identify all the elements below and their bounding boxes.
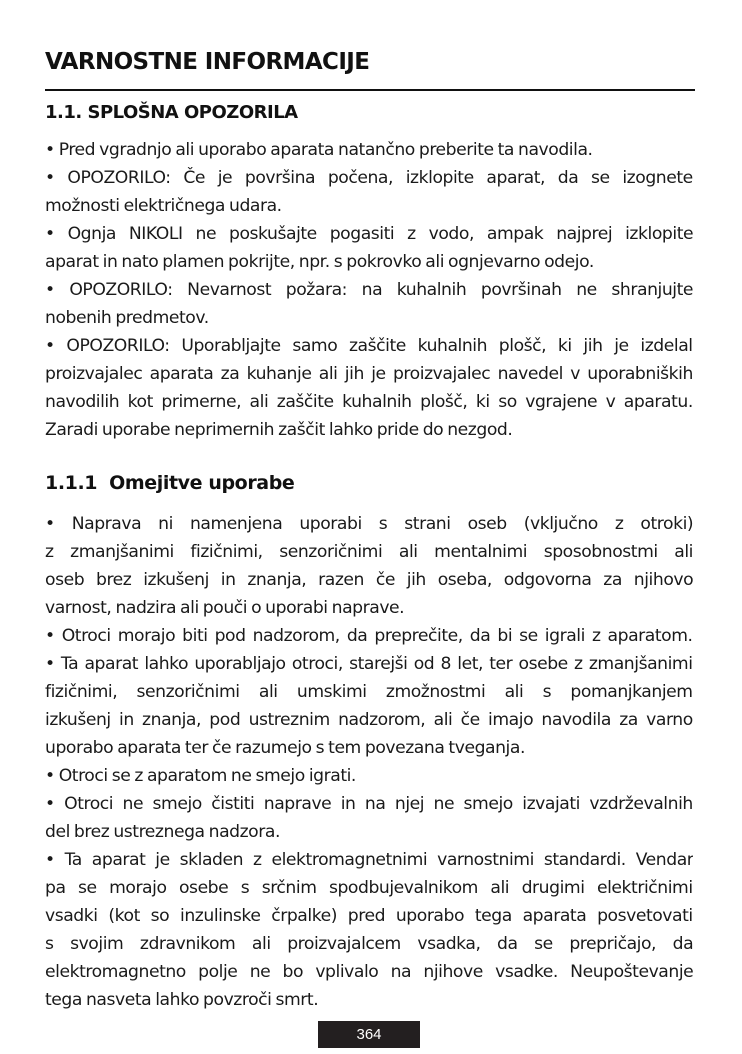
text-line: • Naprava ni namenjena uporabi s strani oseb (vključno z otroki) (45, 514, 693, 534)
text-line: • OPOZORILO: Nevarnost požara: na kuhalnih površinah ne shranjujte (45, 280, 693, 300)
section-heading: 1.1. SPLOŠNA OPOZORILA (45, 102, 298, 123)
text-line: oseb brez izkušenj in znanja, razen če jih oseba, odgovorna za njihovo (45, 570, 693, 590)
text-line: možnosti električnega udara. (45, 196, 282, 216)
text-line: nobenih predmetov. (45, 308, 209, 328)
text-line: navodilih kot primerne, ali zaščite kuhalnih plošč, ki so vgrajene v aparatu. (45, 392, 693, 412)
text-line: • Ta aparat lahko uporabljajo otroci, starejši od 8 let, ter osebe z zmanjšanimi (45, 654, 693, 674)
text-line: • Pred vgradnjo ali uporabo aparata natančno preberite ta navodila. (45, 140, 593, 160)
text-line: fizičnimi, senzoričnimi ali umskimi zmožnostmi ali s pomanjkanjem (45, 682, 693, 702)
text-line: • Ta aparat je skladen z elektromagnetnimi varnostnimi standardi. Vendar (45, 850, 693, 870)
text-line: z zmanjšanimi fizičnimi, senzoričnimi ali mentalnimi sposobnostmi ali (45, 542, 693, 562)
text-line: • Otroci se z aparatom ne smejo igrati. (45, 766, 356, 786)
text-line: izkušenj in znanja, pod ustreznim nadzorom, ali če imajo navodila za varno (45, 710, 693, 730)
text-line: pa se morajo osebe s srčnim spodbujevalnikom ali drugimi električnimi (45, 878, 693, 898)
subsection-title: Omejitve uporabe (109, 472, 295, 494)
text-line: tega nasveta lahko povzroči smrt. (45, 990, 319, 1010)
text-line: • OPOZORILO: Če je površina počena, izklopite aparat, da se izognete (45, 168, 693, 188)
page-title: VARNOSTNE INFORMACIJE (45, 49, 370, 75)
text-line: Zaradi uporabe neprimernih zaščit lahko pride do nezgod. (45, 420, 513, 440)
text-line: uporabo aparata ter če razumejo s tem povezana tveganja. (45, 738, 525, 758)
subsection-heading (45, 472, 294, 494)
text-line: • OPOZORILO: Uporabljajte samo zaščite kuhalnih plošč, ki jih je izdelal (45, 336, 693, 356)
text-line: • Ognja NIKOLI ne poskušajte pogasiti z vodo, ampak najprej izklopite (45, 224, 693, 244)
text-line: proizvajalec aparata za kuhanje ali jih je proizvajalec navedel v uporabniških (45, 364, 693, 384)
text-line: del brez ustreznega nadzora. (45, 822, 280, 842)
section-body (45, 136, 693, 444)
title-rule (45, 89, 695, 91)
text-line: s svojim zdravnikom ali proizvajalcem vsadka, da se prepričajo, da (45, 934, 693, 954)
text-line: • Otroci morajo biti pod nadzorom, da preprečite, da bi se igrali z aparatom. (45, 626, 693, 646)
subsection-number: 1.1.1 (45, 472, 98, 494)
page-number: 364 (318, 1021, 420, 1048)
text-line: • Otroci ne smejo čistiti naprave in na njej ne smejo izvajati vzdrževalnih (45, 794, 693, 814)
text-line: vsadki (kot so inzulinske črpalke) pred uporabo tega aparata posvetovati (45, 906, 693, 926)
text-line: elektromagnetno polje ne bo vplivalo na njihove vsadke. Neupoštevanje (45, 962, 693, 982)
subsection-body (45, 510, 693, 1014)
text-line: varnost, nadzira ali pouči o uporabi naprave. (45, 598, 405, 618)
text-line: aparat in nato plamen pokrijte, npr. s pokrovko ali ognjevarno odejo. (45, 252, 594, 272)
